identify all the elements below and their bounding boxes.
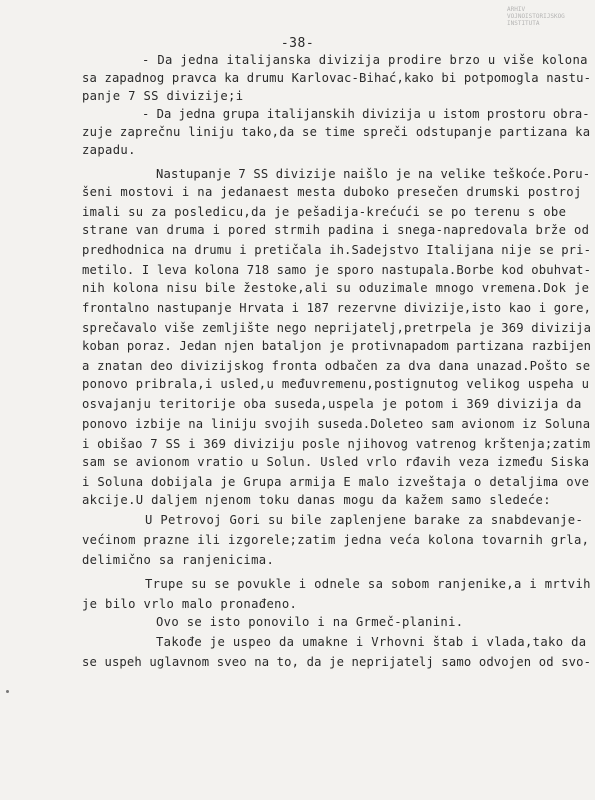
text-line: i Soluna dobijala je Grupa armija E malo izveštaja o detaljima ove (82, 475, 590, 489)
text-line: panje 7 SS divizije;i (82, 89, 244, 103)
margin-mark (6, 690, 9, 693)
text-line: imali su za posledicu,da je pešadija-krećući se po terenu s obe (82, 205, 567, 219)
text-line: je bilo vrlo malo pronađeno. (82, 597, 298, 611)
text-line: akcije.U daljem njenom toku danas mogu da kažem samo sledeće: (82, 493, 551, 507)
text-line: se uspeh uglavnom sveo na to, da je neprijatelj samo odvojen od svo- (82, 655, 592, 669)
text-line: Trupe su se povukle i odnele sa sobom ranjenike,a i mrtvih (145, 577, 591, 591)
text-line: frontalno nastupanje Hrvata i 187 rezervne divizije,isto kao i gore, (82, 301, 592, 315)
text-line: ponovo izbije na liniju svojih suseda.Doleteo sam avionom iz Soluna (82, 417, 591, 431)
text-line: ponovo pribrala,i usled,u međuvremenu,postignutog velikog uspeha u (82, 377, 590, 391)
text-line: sprečavalo više zemljište nego neprijatelj,pretrpela je 369 divizija (82, 321, 592, 335)
text-line: Nastupanje 7 SS divizije naišlo je na velike teškoće.Poru- (156, 167, 591, 181)
text-line: nih kolona nisu bile žestoke,ali su oduzimale mnogo vremena.Dok je (82, 281, 590, 295)
text-line: i obišao 7 SS i 369 diviziju posle njihovog vatrenog krštenja;zatim (82, 437, 591, 451)
text-line: - Da jedna italijanska divizija prodire brzo u više kolona (142, 53, 588, 67)
text-line: zuje zaprečnu liniju tako,da se time spreči odstupanje partizana ka (82, 125, 591, 139)
text-line: osvajanju teritorije oba suseda,uspela je potom i 369 divizija da (82, 397, 582, 411)
text-line: strane van druma i pored strmih padina i snega-napredovala brže od (82, 223, 590, 237)
text-line: predhodnica na drumu i pretičala ih.Sadejstvo Italijana nije se pri- (82, 243, 592, 257)
page-number: -38- (280, 36, 315, 51)
text-line: sa zapadnog pravca ka drumu Karlovac-Bihać,kako bi potpomogla nastu- (82, 71, 592, 85)
text-line: koban poraz. Jedan njen bataljon je protivnapadom partizana razbijen (82, 339, 592, 353)
text-line: zapadu. (82, 143, 136, 157)
text-line: U Petrovoj Gori su bile zaplenjene barake za snabdevanje- (145, 513, 584, 527)
text-line: Ovo se isto ponovilo i na Grmeč-planini. (156, 615, 464, 629)
text-line: Takođe je uspeo da umakne i Vrhovni štab i vlada,tako da (156, 635, 587, 649)
text-line: delimično sa ranjenicima. (82, 553, 275, 567)
text-line: šeni mostovi i na jedanaest mesta duboko presečen drumski postroj (82, 185, 582, 199)
text-line: većinom prazne ili izgorele;zatim jedna veća kolona tovarnih grla, (82, 533, 590, 547)
text-line: - Da jedna grupa italijanskih divizija u istom prostoru obra- (142, 107, 590, 121)
text-line: metilo. I leva kolona 718 samo je sporo nastupala.Borbe kod obuhvat- (82, 263, 592, 277)
text-line: sam se avionom vratio u Solun. Usled vrlo rđavih veza između Siska (82, 455, 590, 469)
archive-stamp: ARHIV VOJNOISTORIJSKOG INSTITUTA (507, 6, 565, 27)
text-line: a znatan deo divizijskog fronta odbačen za dva dana unazad.Pošto se (82, 359, 591, 373)
